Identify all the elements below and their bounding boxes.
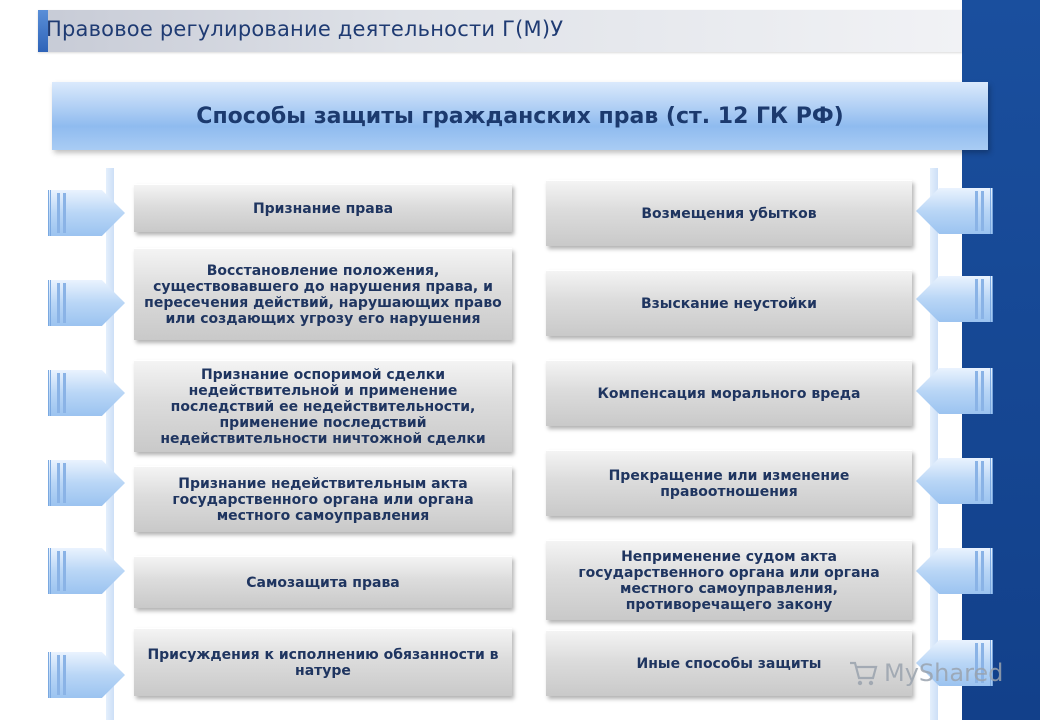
right-item-3: Компенсация морального вреда: [546, 360, 912, 426]
main-banner: Способы защиты гражданских прав (ст. 12 ГК РФ): [52, 82, 988, 150]
left-item-3: Признание оспоримой сделки недействительной и применение последствий ее недействительности, применение последствий недействительности ничтожной сделки: [134, 360, 512, 452]
right-item-5: Неприменение судом акта государственного органа или органа местного самоуправления, противоречащего закону: [546, 540, 912, 620]
right-rail: [930, 168, 938, 720]
left-item-4: Признание недействительным акта государственного органа или органа местного самоуправления: [134, 466, 512, 532]
right-arrow-tab-4: [916, 458, 993, 504]
page-title: Правовое регулирование деятельности Г(М)У: [46, 17, 564, 41]
left-item-5: Самозащита права: [134, 556, 512, 608]
right-arrow-tab-1: [916, 188, 993, 234]
cart-icon: [848, 658, 878, 688]
right-arrow-tab-2: [916, 276, 993, 322]
left-rail: [106, 168, 114, 720]
left-item-6: Присуждения к исполнению обязанности в натуре: [134, 628, 512, 696]
watermark: [848, 656, 1003, 690]
right-arrow-tab-3: [916, 368, 993, 414]
right-item-6: Иные способы защиты: [546, 630, 912, 696]
left-item-1: Признание права: [134, 184, 512, 232]
right-item-1: Возмещения убытков: [546, 180, 912, 246]
right-item-2: Взыскание неустойки: [546, 270, 912, 336]
right-item-4: Прекращение или изменение правоотношения: [546, 450, 912, 516]
right-arrow-tab-5: [916, 548, 993, 594]
left-item-2: Восстановление положения, существовавшего до нарушения права, и пересечения действий, нарушающих право или создающих угрозу его нарушения: [134, 248, 512, 340]
watermark-text: MyShared: [884, 659, 1004, 687]
